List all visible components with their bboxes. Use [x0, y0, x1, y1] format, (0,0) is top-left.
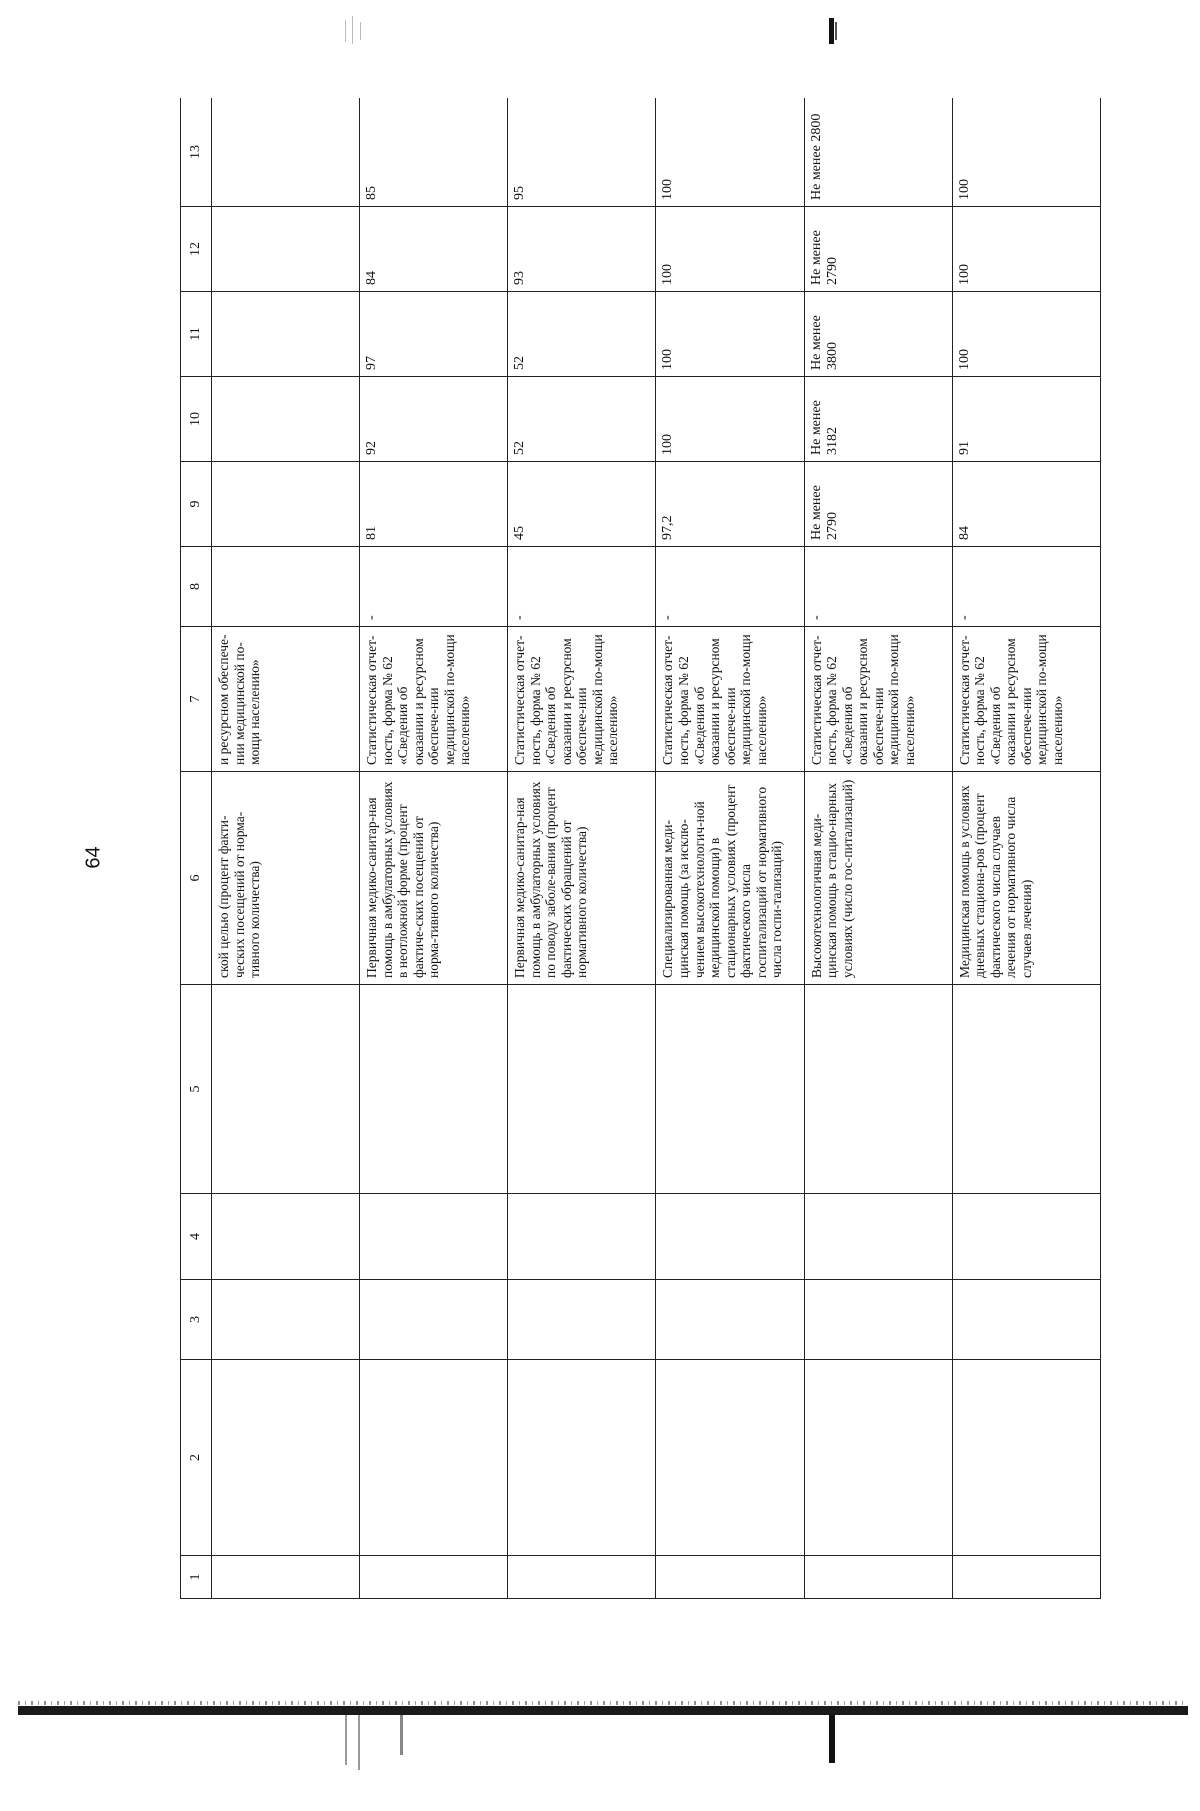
cell-c11: 97	[360, 292, 508, 377]
cell-c5	[212, 985, 360, 1194]
cell-c2	[656, 1360, 804, 1556]
cell-c8: -	[804, 547, 952, 627]
cell-c4	[952, 1194, 1100, 1280]
cell-c4	[656, 1194, 804, 1280]
cell-c12	[212, 207, 360, 292]
cell-c10: 92	[360, 377, 508, 462]
cell-indicator: ской целью (процент факти-ческих посещений от норма-тивного количества)	[212, 772, 360, 985]
col-header-13: 13	[181, 98, 212, 207]
cell-indicator: Высокотехнологичная меди-цинская помощь в стацио-нарных условиях (число гос-питализаций)	[804, 772, 952, 985]
table-row	[508, 98, 656, 1599]
table-row	[656, 98, 804, 1599]
cell-c12: 100	[952, 207, 1100, 292]
col-header-2: 2	[181, 1360, 212, 1556]
cell-indicator: Медицинская помощь в условиях дневных стациона-ров (процент фактического числа случаев лечения от нормативного числа случаев лечения)	[952, 772, 1100, 985]
scan-edge-noise	[18, 1701, 1188, 1705]
cell-c3	[508, 1280, 656, 1360]
cell-c13: 95	[508, 98, 656, 207]
cell-c13: Не менее 2800	[804, 98, 952, 207]
cell-c12: 100	[656, 207, 804, 292]
scan-faint-mark	[352, 16, 353, 44]
cell-c9	[212, 462, 360, 547]
cell-c1	[212, 1556, 360, 1599]
col-header-5: 5	[181, 985, 212, 1194]
cell-c10: 52	[508, 377, 656, 462]
cell-source: Статистическая отчет-ность, форма № 62 «Сведения об оказании и ресурсном обеспече-нии медицинской по-мощи населению»	[656, 627, 804, 772]
scan-mark-top-secondary	[835, 22, 837, 40]
cell-c12: 93	[508, 207, 656, 292]
col-header-11: 11	[181, 292, 212, 377]
cell-c12: Не менее 2790	[804, 207, 952, 292]
cell-c5	[508, 985, 656, 1194]
cell-c11: Не менее 3800	[804, 292, 952, 377]
cell-c11: 52	[508, 292, 656, 377]
header-row	[181, 98, 212, 1599]
cell-c9: Не менее 2790	[804, 462, 952, 547]
cell-c5	[656, 985, 804, 1194]
cell-c3	[212, 1280, 360, 1360]
scan-faint-mark	[400, 1715, 403, 1755]
cell-c8: -	[656, 547, 804, 627]
cell-c9: 84	[952, 462, 1100, 547]
cell-c3	[804, 1280, 952, 1360]
scan-faint-mark	[345, 1715, 347, 1765]
cell-c11: 100	[656, 292, 804, 377]
scan-faint-mark	[360, 22, 361, 40]
cell-source: Статистическая отчет-ность, форма № 62 «Сведения об оказании и ресурсном обеспече-нии медицинской по-мощи населению»	[952, 627, 1100, 772]
cell-c11: 100	[952, 292, 1100, 377]
cell-source: Статистическая отчет-ность, форма № 62 «Сведения об оказании и ресурсном обеспече-нии медицинской по-мощи населению»	[360, 627, 508, 772]
scan-faint-mark	[358, 1715, 360, 1770]
col-header-6: 6	[181, 772, 212, 985]
rotated-table-area	[180, 98, 1101, 1599]
cell-c2	[508, 1360, 656, 1556]
cell-c3	[952, 1280, 1100, 1360]
cell-c13	[212, 98, 360, 207]
cell-c1	[508, 1556, 656, 1599]
cell-c2	[952, 1360, 1100, 1556]
cell-c8: -	[952, 547, 1100, 627]
cell-c9: 97,2	[656, 462, 804, 547]
cell-c8: -	[508, 547, 656, 627]
table-row	[212, 98, 360, 1599]
col-header-12: 12	[181, 207, 212, 292]
cell-c9: 45	[508, 462, 656, 547]
col-header-3: 3	[181, 1280, 212, 1360]
cell-c13: 100	[656, 98, 804, 207]
page-number: 64	[82, 846, 105, 869]
cell-c2	[360, 1360, 508, 1556]
col-header-9: 9	[181, 462, 212, 547]
cell-source: Статистическая отчет-ность, форма № 62 «Сведения об оказании и ресурсном обеспече-нии медицинской по-мощи населению»	[508, 627, 656, 772]
col-header-7: 7	[181, 627, 212, 772]
col-header-8: 8	[181, 547, 212, 627]
cell-indicator: Первичная медико-санитар-ная помощь в амбулаторных условиях в неотложной форме (процент фактиче-ских посещений от норма-тивного количества)	[360, 772, 508, 985]
cell-c1	[952, 1556, 1100, 1599]
cell-indicator: Специализированная меди-цинская помощь (за исклю-чением высокотехнологич-ной медицинской помощи) в стационарных условиях (процент фактического числа госпитализаций от нормативного числа госпи-тализаций)	[656, 772, 804, 985]
cell-c10	[212, 377, 360, 462]
table-row	[360, 98, 508, 1599]
cell-c5	[952, 985, 1100, 1194]
cell-c4	[508, 1194, 656, 1280]
cell-source: и ресурсном обеспече-нии медицинской по-мощи населению»	[212, 627, 360, 772]
cell-c9: 81	[360, 462, 508, 547]
cell-c1	[804, 1556, 952, 1599]
cell-c1	[656, 1556, 804, 1599]
scan-mark-top	[829, 18, 834, 44]
table-row	[952, 98, 1100, 1599]
cell-c4	[360, 1194, 508, 1280]
cell-c12: 84	[360, 207, 508, 292]
scan-faint-mark	[345, 20, 346, 42]
col-header-1: 1	[181, 1556, 212, 1599]
cell-c10: Не менее 3182	[804, 377, 952, 462]
col-header-4: 4	[181, 1194, 212, 1280]
cell-c11	[212, 292, 360, 377]
indicators-table	[180, 98, 1101, 1599]
cell-source: Статистическая отчет-ность, форма № 62 «Сведения об оказании и ресурсном обеспече-нии медицинской по-мощи населению»	[804, 627, 952, 772]
cell-indicator: Первичная медико-санитар-ная помощь в амбулаторных условиях по поводу заболе-вания (процент фактических обращений от нормативного количества)	[508, 772, 656, 985]
cell-c3	[656, 1280, 804, 1360]
cell-c4	[212, 1194, 360, 1280]
col-header-10: 10	[181, 377, 212, 462]
cell-c3	[360, 1280, 508, 1360]
cell-c13: 100	[952, 98, 1100, 207]
scan-mark-bottom	[829, 1715, 835, 1763]
cell-c2	[212, 1360, 360, 1556]
cell-c4	[804, 1194, 952, 1280]
cell-c10: 91	[952, 377, 1100, 462]
cell-c8	[212, 547, 360, 627]
cell-c5	[804, 985, 952, 1194]
cell-c2	[804, 1360, 952, 1556]
table-row	[804, 98, 952, 1599]
cell-c10: 100	[656, 377, 804, 462]
cell-c1	[360, 1556, 508, 1599]
cell-c13: 85	[360, 98, 508, 207]
scan-edge-bar	[18, 1706, 1188, 1715]
cell-c8: -	[360, 547, 508, 627]
cell-c5	[360, 985, 508, 1194]
